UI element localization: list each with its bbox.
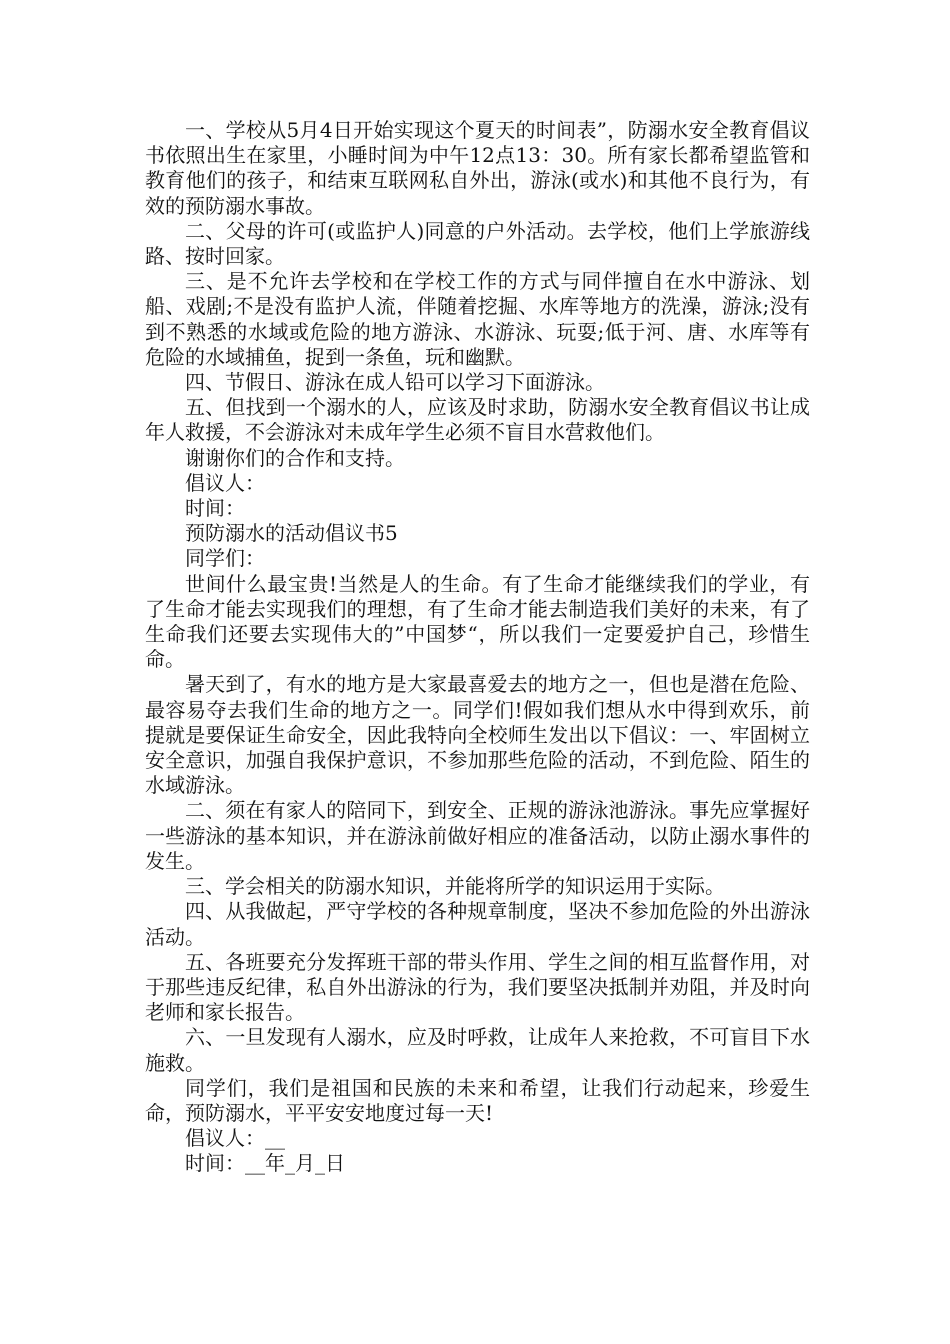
initiator-line-1: 倡议人： (185, 470, 265, 495)
paragraph-summer: 暑天到了，有水的地方是大家最喜爱去的地方之一，但也是潜在危险、最容易夺去我们生命的地方之一。同学们!假如我们想从水中得到欢乐，前提就是要保证生命安全，因此我特向全校师生发出以下倡议：一、牢固树立安全意识，加强自我保护意识，不参加那些危险的活动，不到危险、陌生的水域游泳。 (145, 672, 810, 798)
salutation: 同学们： (185, 546, 265, 571)
thanks-line: 谢谢你们的合作和支持。 (185, 445, 405, 470)
paragraph-item-b6: 六、一旦发现有人溺水，应及时呼救，让成年人来抢救，不可盲目下水施救。 (145, 1025, 810, 1075)
time-line-2: 时间：__年_月_日 (185, 1151, 345, 1176)
section-heading: 预防溺水的活动倡议书5 (185, 521, 398, 546)
document-body (145, 118, 810, 1177)
paragraph-item-b2: 二、须在有家人的陪同下，到安全、正规的游泳池游泳。事先应掌握好一些游泳的基本知识，并在游泳前做好相应的准备活动，以防止溺水事件的发生。 (145, 798, 810, 873)
paragraph-item-5: 五、但找到一个溺水的人，应该及时求助，防溺水安全教育倡议书让成年人救援，不会游泳对未成年学生必须不盲目水营救他们。 (145, 395, 810, 445)
paragraph-item-2: 二、父母的许可(或监护人)同意的户外活动。去学校，他们上学旅游线路、按时回家。 (145, 218, 810, 269)
paragraph-intro: 世间什么最宝贵!当然是人的生命。有了生命才能继续我们的学业，有了生命才能去实现我们的理想，有了生命才能去制造我们美好的未来，有了生命我们还要去实现伟大的”中国梦“，所以我们一定要爱护自己，珍惜生命。 (145, 571, 810, 672)
paragraph-closing: 同学们，我们是祖国和民族的未来和希望，让我们行动起来，珍爱生命，预防溺水，平平安安地度过每一天! (145, 1075, 810, 1125)
time-line-1: 时间： (185, 496, 245, 521)
paragraph-item-1: 一、学校从5月4日开始实现这个夏天的时间表”，防溺水安全教育倡议书依照出生在家里，小睡时间为中午12点13：30。所有家长都希望监管和教育他们的孩子，和结束互联网私自外出，游泳(或水)和其他不良行为，有效的预防溺水事故。 (145, 118, 810, 218)
initiator-line-2: 倡议人：__ (185, 1126, 285, 1151)
paragraph-item-b4: 四、从我做起，严守学校的各种规章制度，坚决不参加危险的外出游泳活动。 (145, 899, 810, 949)
paragraph-item-b3: 三、学会相关的防溺水知识，并能将所学的知识运用于实际。 (185, 874, 725, 899)
paragraph-item-4: 四、节假日、游泳在成人铅可以学习下面游泳。 (185, 370, 605, 395)
paragraph-item-b5: 五、各班要充分发挥班干部的带头作用、学生之间的相互监督作用，对于那些违反纪律，私自外出游泳的行为，我们要坚决抵制并劝阻，并及时向老师和家长报告。 (145, 949, 810, 1025)
paragraph-item-3: 三、是不允许去学校和在学校工作的方式与同伴擅自在水中游泳、划船、戏剧;不是没有监护人流，伴随着挖掘、水库等地方的洗澡，游泳;没有到不熟悉的水域或危险的地方游泳、水游泳、玩耍;低于河、唐、水库等有危险的水域捕鱼，捉到一条鱼，玩和幽默。 (145, 269, 810, 369)
